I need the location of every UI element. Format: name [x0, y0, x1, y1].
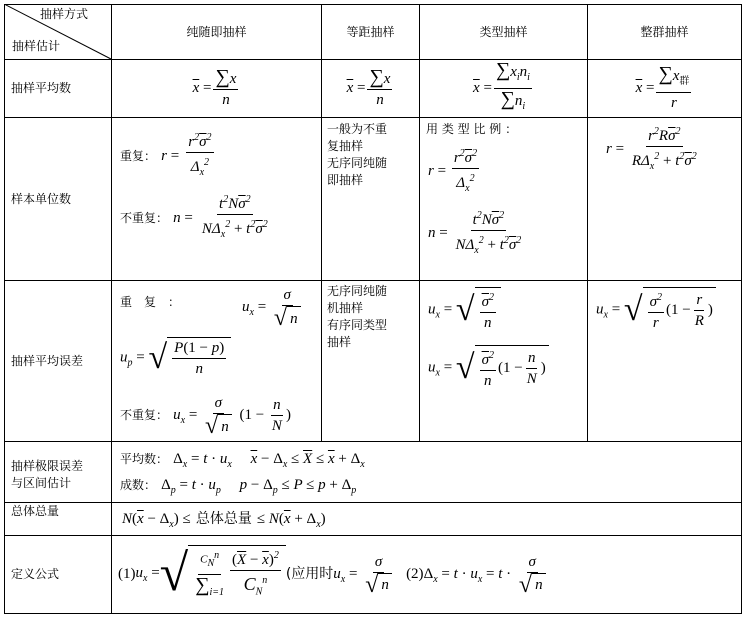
- row-label-std-error: 抽样平均误差: [11, 353, 84, 368]
- total-text: 总体总量: [195, 511, 252, 527]
- item-1-marker: (1): [118, 565, 136, 582]
- sample-size-srs: 重复： r = $\frac{r^2\overline{\sigma}^2}{\Delta_x^2}$ 不重复： n = $\frac{t^2N\overline{\sigma}^2}{N\Delta_x^2 + t^2\overline{\sigma}^2}$: [112, 118, 321, 280]
- formula-mean-srs: $\overline{x}$ = $\frac{\sum x}{n}$: [192, 66, 237, 108]
- no-repeat-label: 不重复：: [120, 211, 169, 225]
- row-label-sample-size: 样本单位数: [11, 191, 72, 206]
- note-text: 应用时: [291, 565, 334, 582]
- stratified-proportion-text: 用 类 型 比 例 ：: [426, 122, 518, 136]
- corner-header-bottom: 抽样估计: [12, 39, 61, 53]
- column-header-srs: 纯随即抽样: [186, 24, 247, 39]
- std-error-srs: 重 复 ： $u_x$ = σ √ n $u_p$ = √ $\frac{P(1 - p)}{n}$ 不重复： $u_x$ = σ √ n (1 − $\frac{n}{N}$ ): [112, 281, 321, 441]
- row-label-mean: 抽样平均数: [11, 81, 72, 95]
- sample-size-systematic-text: 一般为不重 复抽样 无序同纯随 即抽样: [327, 122, 388, 187]
- limit-error-formulas: 平均数： $\Delta_x = t \cdot u_x$ $\overline{x} - \Delta_x \le \overline{X} \le \overline{x} + \Delta_x$ 成数： $\Delta_p = t \cdot u_p$ $p - \Delta_p \le P \le p + \Delta_p$: [120, 451, 365, 496]
- repeat-label: 重复：: [120, 149, 157, 163]
- std-error-stratified: $u_x$ = √ $\frac{\sigma^2}{n}$ $u_x$ = √ $\frac{\sigma^2}{n}$ (1 − $\frac{n}{N}$ ): [420, 281, 587, 441]
- sample-size-cluster: r = $\frac{r^2R\overline{\sigma}^2}{R\Delta_x^2 + t^2\overline{\sigma}^2}$: [588, 118, 741, 280]
- repeat-label: 重 复 ：: [120, 295, 181, 309]
- total-formula: $N(\overline{x} - \Delta_x)$ ≤ 总体总量 ≤ $N(\overline{x} + \Delta_x)$: [122, 511, 326, 530]
- row-label-total: 总体总量: [11, 504, 60, 518]
- formula-mean-stratified: $\overline{x}$ = $\frac{\sum x_in_i}{\sum n_i}$: [473, 60, 530, 112]
- std-error-systematic-text: 无序同纯随 机抽样 有序同类型 抽样: [327, 284, 388, 349]
- no-repeat-label: 不重复：: [120, 407, 169, 422]
- formula-mean-systematic: $\overline{x}$ = $\frac{\sum x}{n}$: [346, 66, 391, 108]
- std-error-cluster: $u_x$ = √ $\frac{\sigma^2}{r}$ (1 − $\frac{r}{R}$ ): [588, 281, 741, 441]
- item-2-marker: (2): [406, 565, 424, 582]
- sample-size-stratified: 用 类 型 比 例 ： r = $\frac{r^2\overline{\sigma}^2}{\Delta_x^2}$ n = $\frac{t^2N\overline{\sigma}^2}{N\Delta_x^2 + t^2\overline{\sigma}^2}$: [426, 122, 522, 256]
- grid-line: [4, 613, 742, 614]
- column-header-cluster: 整群抽样: [640, 24, 689, 39]
- column-header-systematic: 等距抽样: [346, 24, 395, 39]
- grid-line: [741, 4, 742, 614]
- corner-header-top: 抽样方式: [40, 7, 89, 21]
- row-label-limit-error: 抽样极限误差 与区间估计: [11, 459, 84, 490]
- proportion-label: 成数：: [120, 478, 157, 492]
- column-header-stratified: 类型抽样: [479, 24, 528, 39]
- formula-mean-cluster: $\overline{x}$ = $\frac{\sum x_群}{r}$: [635, 63, 690, 111]
- mean-label: 平均数：: [120, 452, 169, 466]
- definition-formulas: (1) $u_x$ = √ $\frac{\text{CNn}}{\sum_{i=1}}$ $\frac{(\overline{X} - \overline{x})^2}{C_N^n}$ ( 应用时 $u_x$ = σ √ n (2) $\Delta_x = t \cdot u_x = t$ · σ √ n: [112, 536, 741, 613]
- row-label-definition: 定义公式: [11, 567, 60, 581]
